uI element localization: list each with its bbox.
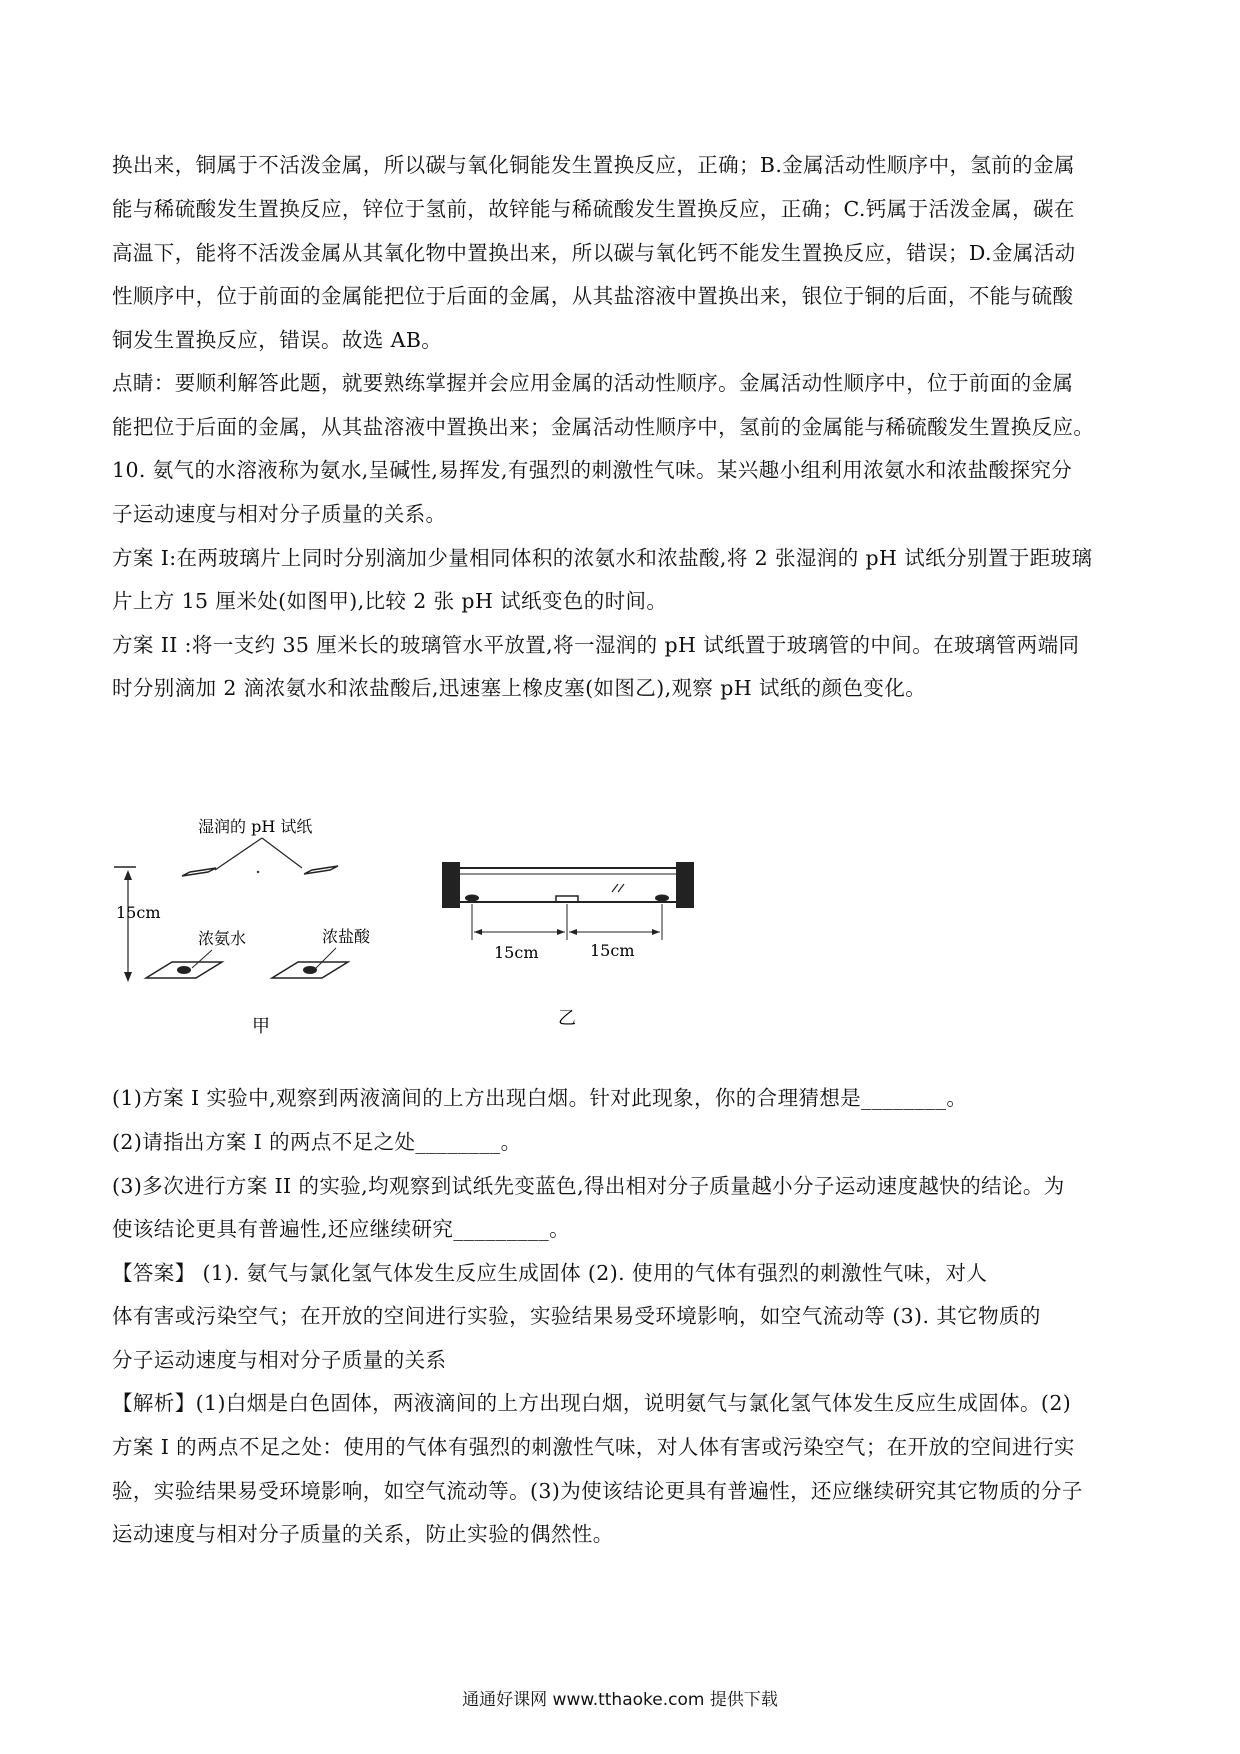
stopper-right (676, 862, 694, 908)
jia-ammonia-label: 浓氨水 (198, 929, 247, 948)
jia-top-label: 湿润的 pH 试纸 (198, 817, 313, 836)
text-line: 点睛：要顺利解答此题，就要熟练掌握并会应用金属的活动性顺序。金属活动性顺序中，位于前面的金属 (112, 371, 1074, 395)
analysis-line: 【解析】(1)白烟是白色固体，两液滴间的上方出现白烟，说明氨气与氯化氢气体发生反应生成固体。(2) (112, 1391, 1072, 1415)
text-line: 性顺序中，位于前面的金属能把位于后面的金属，从其盐溶液中置换出来，银位于铜的后面，不能与硫酸 (112, 284, 1074, 308)
pointer-line (192, 950, 212, 968)
text-line: 时分别滴加 2 滴浓氨水和浓盐酸后,迅速塞上橡皮塞(如图乙),观察 pH 试纸的颜色变化。 (112, 676, 927, 700)
text-line: 验，实验结果易受环境影响，如空气流动等。(3)为使该结论更具有普遍性，还应继续研究其它物质的分子 (112, 1479, 1083, 1503)
text-line: 能把位于后面的金属，从其盐溶液中置换出来；金属活动性顺序中，氢前的金属能与稀硫酸发生置换反应。 (112, 415, 1095, 439)
text-line: 分子运动速度与相对分子质量的关系 (112, 1348, 447, 1372)
pointer-line (316, 948, 336, 968)
glare-mark (612, 884, 618, 892)
text-line: 能与稀硫酸发生置换反应，锌位于氢前，故锌能与稀硫酸发生置换反应，正确；C.钙属于活泼金属，碳在 (112, 197, 1075, 221)
dot (257, 871, 259, 873)
arrow (557, 929, 565, 935)
sub-question-2: (2)请指出方案 I 的两点不足之处________。 (112, 1130, 522, 1154)
experiment-figures (112, 812, 1132, 1052)
text-line: 高温下，能将不活泼金属从其氧化物中置换出来，所以碳与氧化钙不能发生置换反应，错误；D.金属活动 (112, 241, 1076, 265)
text-line: 运动速度与相对分子质量的关系，防止实验的偶然性。 (112, 1522, 614, 1546)
yi-caption: 乙 (558, 1008, 576, 1029)
yi-left-dist: 15cm (494, 943, 539, 962)
arrow-up (124, 870, 132, 880)
text-line: 子运动速度与相对分子质量的关系。 (112, 502, 447, 526)
stopper-left (442, 862, 460, 908)
plan-1-line: 方案 I:在两玻璃片上同时分别滴加少量相同体积的浓氨水和浓盐酸,将 2 张湿润的 pH 试纸分别置于距玻璃 (112, 546, 1093, 570)
jia-hcl-label: 浓盐酸 (322, 927, 371, 946)
ph-paper-left (182, 868, 216, 876)
pointer-line (215, 838, 262, 870)
glare-mark (618, 884, 624, 892)
sub-question-1: (1)方案 I 实验中,观察到两液滴间的上方出现白烟。针对此现象，你的合理猜想是________。 (112, 1086, 968, 1110)
pointer-line (262, 838, 302, 868)
figure-jia (114, 817, 371, 1037)
text-line: 换出来，铜属于不活泼金属，所以碳与氧化铜能发生置换反应，正确；B.金属活动性顺序中，氢前的金属 (112, 153, 1075, 177)
ph-paper-right (304, 866, 338, 874)
answer-line: 【答案】 (1). 氨气与氯化氢气体发生反应生成固体 (2). 使用的气体有强烈的刺激性气味，对人 (112, 1261, 988, 1285)
ammonia-drop-tube (465, 895, 479, 902)
text-line: 方案 I 的两点不足之处：使用的气体有强烈的刺激性气味，对人体有害或污染空气；在开放的空间进行实 (112, 1435, 1075, 1459)
arrow (569, 929, 577, 935)
text-line: 体有害或污染空气；在开放的空间进行实验，实验结果易受环境影响，如空气流动等 (3). 其它物质的 (112, 1304, 1041, 1328)
jia-height-label: 15cm (116, 903, 161, 922)
yi-right-dist: 15cm (590, 941, 635, 960)
page-footer: 通通好课网 www.tthaoke.com 提供下载 (462, 1690, 778, 1710)
figure-yi (442, 862, 694, 1029)
experiment-diagram (112, 812, 1132, 1052)
hcl-drop-tube (655, 895, 669, 902)
glass-tube (452, 868, 684, 902)
arrow (474, 929, 482, 935)
text-line: 片上方 15 厘米处(如图甲),比较 2 张 pH 试纸变色的时间。 (112, 589, 668, 613)
sub-question-3: (3)多次进行方案 II 的实验,均观察到试纸先变蓝色,得出相对分子质量越小分子运动速度越快的结论。为 (112, 1174, 1065, 1198)
arrow (652, 929, 660, 935)
hcl-drop (303, 966, 317, 974)
question-10-line: 10. 氨气的水溶液称为氨水,呈碱性,易挥发,有强烈的刺激性气味。某兴趣小组利用浓氨水和浓盐酸探究分 (112, 458, 1073, 482)
ammonia-drop (177, 966, 191, 974)
plan-2-line: 方案 II :将一支约 35 厘米长的玻璃管水平放置,将一湿润的 pH 试纸置于玻璃管的中间。在玻璃管两端同 (112, 633, 1080, 657)
arrow-down (124, 972, 132, 982)
jia-caption: 甲 (252, 1016, 270, 1037)
text-line: 使该结论更具有普遍性,还应继续研究_________。 (112, 1217, 571, 1241)
text-line: 铜发生置换反应，错误。故选 AB。 (112, 328, 443, 352)
